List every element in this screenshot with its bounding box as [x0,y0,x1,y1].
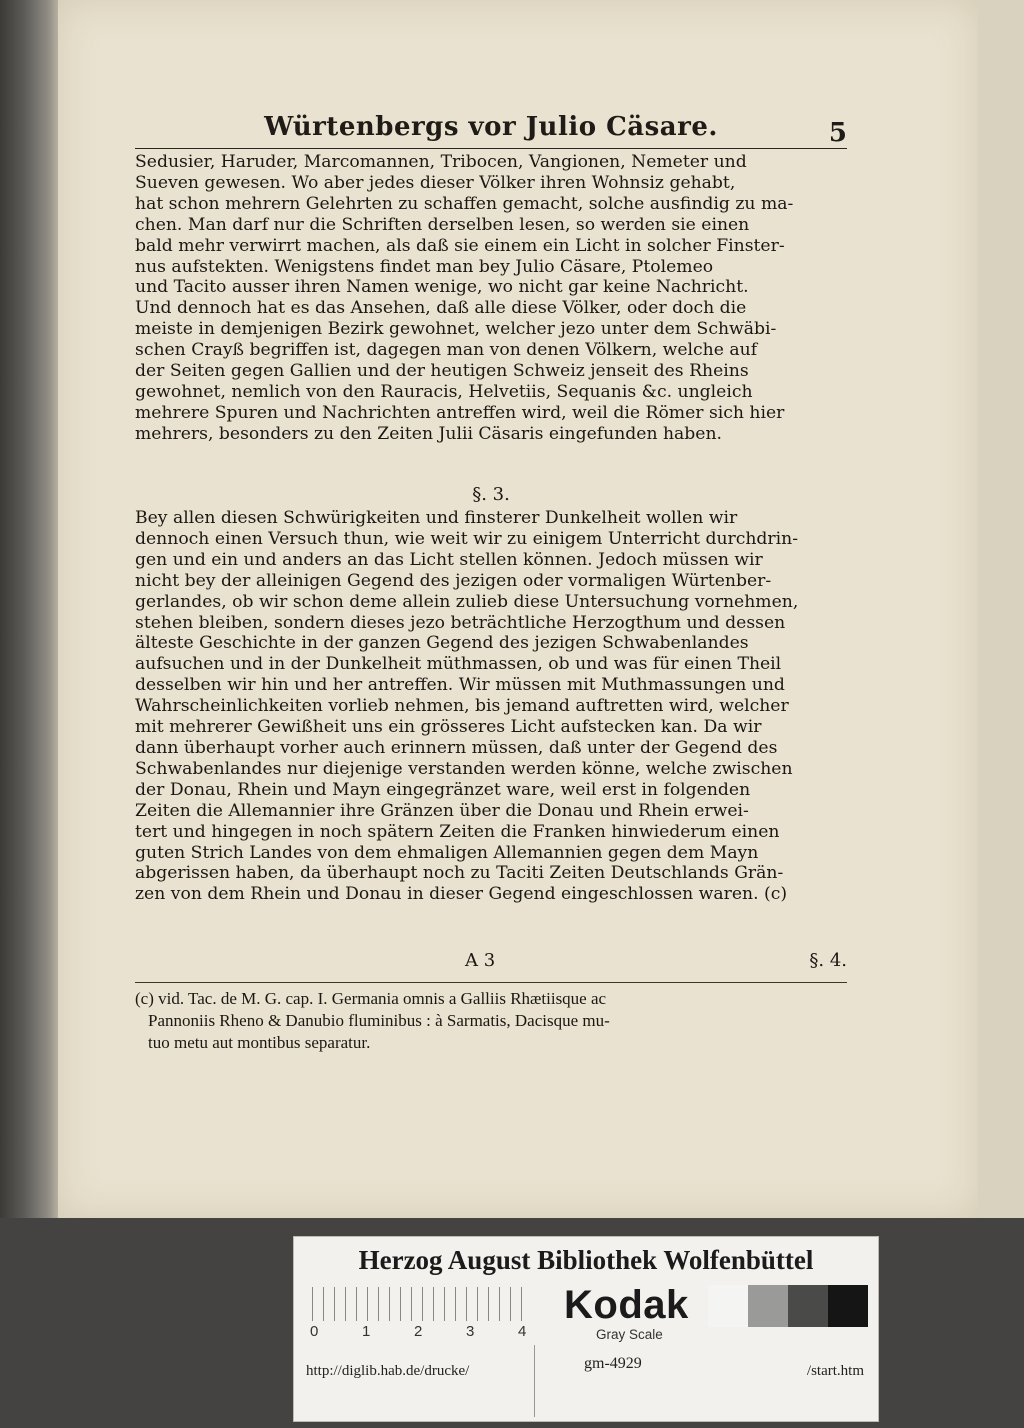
text-line: stehen bleiben, sondern dieses jezo beträchtliche Herzogthum und dessen [135,612,786,633]
paragraph-2 [135,508,847,905]
page-header [135,112,847,152]
ruler-number: 4 [518,1323,527,1340]
running-title: Würtenbergs vor Julio Cäsare. [264,112,718,142]
gray-scale-swatches [708,1285,870,1327]
ruler-scale [302,1287,572,1343]
gray-swatch [748,1285,788,1327]
text-line: älteste Geschichte in der ganzen Gegend des jezigen Schwabenlandes [135,633,749,654]
text-line: Wahrscheinlichkeiten vorlieb nehmen, bis jemand auftretten wird, welcher [135,696,789,717]
text-line: tert und hingegen in noch spätern Zeiten die Franken hinwiederum einen [135,821,780,842]
library-name: Herzog August Bibliothek Wolfenbüttel [358,1245,814,1275]
catchword: §. 4. [809,950,847,971]
text-line: meiste in demjenigen Bezirk gewohnet, welcher jezo unter dem Schwäbi- [135,319,777,340]
text-line: zen von dem Rhein und Donau in dieser Gegend eingeschlossen waren. (c) [135,884,788,905]
text-line: Und dennoch hat es das Ansehen, daß alle diese Völker, oder doch die [135,298,747,319]
text-line: mit mehrerer Gewißheit uns ein grösseres Licht aufstecken kan. Da wir [135,717,762,738]
library-url: http://diglib.hab.de/drucke/ [306,1363,470,1379]
page-number: 5 [828,118,847,148]
text-line: chen. Man darf nur die Schriften derselben lesen, so werden sie einen [135,214,750,235]
footnote-line: (c) vid. Tac. de M. G. cap. I. Germania omnis a Galliis Rhætiisque ac [135,989,607,1008]
text-line: guten Strich Landes von dem ehmaligen Allemannien gegen dem Mayn [135,842,759,863]
paragraph-1 [135,152,847,445]
text-line: hat schon mehrern Gelehrten zu schaffen gemacht, solche ausfindig zu ma- [135,193,794,214]
ruler-ticks [312,1287,532,1321]
text-line: dann überhaupt vorher auch erinnern müssen, daß unter der Gegend des [135,737,778,758]
ruler-number: 1 [362,1323,371,1340]
text-line: bald mehr verwirrt machen, als daß sie einem ein Licht in solcher Finster- [135,235,785,256]
text-line: gewohnet, nemlich von den Rauracis, Helvetiis, Sequanis &c. ungleich [135,381,753,402]
text-line: Sedusier, Haruder, Marcomannen, Tribocen, Vangionen, Nemeter und [135,152,747,172]
gray-swatch [708,1285,748,1327]
text-line: nicht bey der alleinigen Gegend des jezigen oder vormaligen Würtenber- [135,570,772,591]
text-line: desselben wir hin und her antreffen. Wir müssen mit Muthmassungen und [135,675,785,696]
ruler-numbers [310,1323,570,1343]
text-line: schen Crayß begriffen ist, dagegen man von denen Völkern, welche auf [135,340,758,361]
footnote [135,988,847,1054]
text-line: aufsuchen und in der Dunkelheit müthmassen, ob und was für einen Theil [135,654,782,675]
ruler-number: 2 [414,1323,423,1340]
library-card [293,1236,879,1422]
text-line: mehrers, besonders zu den Zeiten Julii Cäsaris eingefunden haben. [135,423,723,444]
text-line: Schwabenlandes nur diejenige verstanden werden könne, welche zwischen [135,758,793,779]
start-path: /start.htm [806,1363,864,1379]
text-line: der Seiten gegen Gallien und der heutigen Schweiz jenseit des Rheins [135,361,749,382]
text-line: Bey allen diesen Schwürigkeiten und finsterer Dunkelheit wollen wir [135,508,738,528]
footnote-line: tuo metu aut montibus separatur. [148,1033,371,1052]
ruler-number: 0 [310,1323,319,1340]
text-line: abgerissen haben, da überhaupt noch zu Taciti Zeiten Deutschlands Grän- [135,863,784,884]
text-line: Zeiten die Allemannier ihre Gränzen über die Donau und Rhein erwei- [135,800,749,821]
kodak-logo: Kodak [564,1283,689,1327]
text-line: gen und ein und anders an das Licht stellen können. Jedoch müssen wir [135,549,763,570]
text-line: der Donau, Rhein und Mayn eingegränzet ware, weil erst in folgenden [135,779,751,800]
header-rule [135,148,847,149]
gray-swatch [828,1285,868,1327]
card-divider [534,1345,535,1417]
footnote-line: Pannoniis Rheno & Danubio fluminibus : à Sarmatis, Dacisque mu- [148,1011,610,1030]
book-gutter [0,0,60,1428]
signature-mark: A 3 [465,950,496,971]
footnote-rule [135,982,847,983]
signature-line [135,950,847,974]
gray-swatch [788,1285,828,1327]
gray-scale-label: Gray Scale [596,1327,663,1342]
text-line: mehrere Spuren und Nachrichten antreffen wird, weil die Römer sich hier [135,402,785,423]
ruler-number: 3 [466,1323,475,1340]
text-line: nus aufstekten. Wenigstens findet man bey Julio Cäsare, Ptolemeo [135,256,714,277]
shelfmark: gm-4929 [584,1355,642,1372]
section-heading: §. 3. [472,484,510,505]
text-line: Sueven gewesen. Wo aber jedes dieser Völker ihren Wohnsiz gehabt, [135,172,736,193]
text-line: dennoch einen Versuch thun, wie weit wir zu einigem Unterricht durchdrin- [135,528,799,549]
page-edge [978,0,1024,1218]
text-line: gerlandes, ob wir schon deme allein zulieb diese Untersuchung vornehmen, [135,591,799,612]
text-line: und Tacito ausser ihren Namen wenige, wo nicht gar keine Nachricht. [135,277,749,298]
